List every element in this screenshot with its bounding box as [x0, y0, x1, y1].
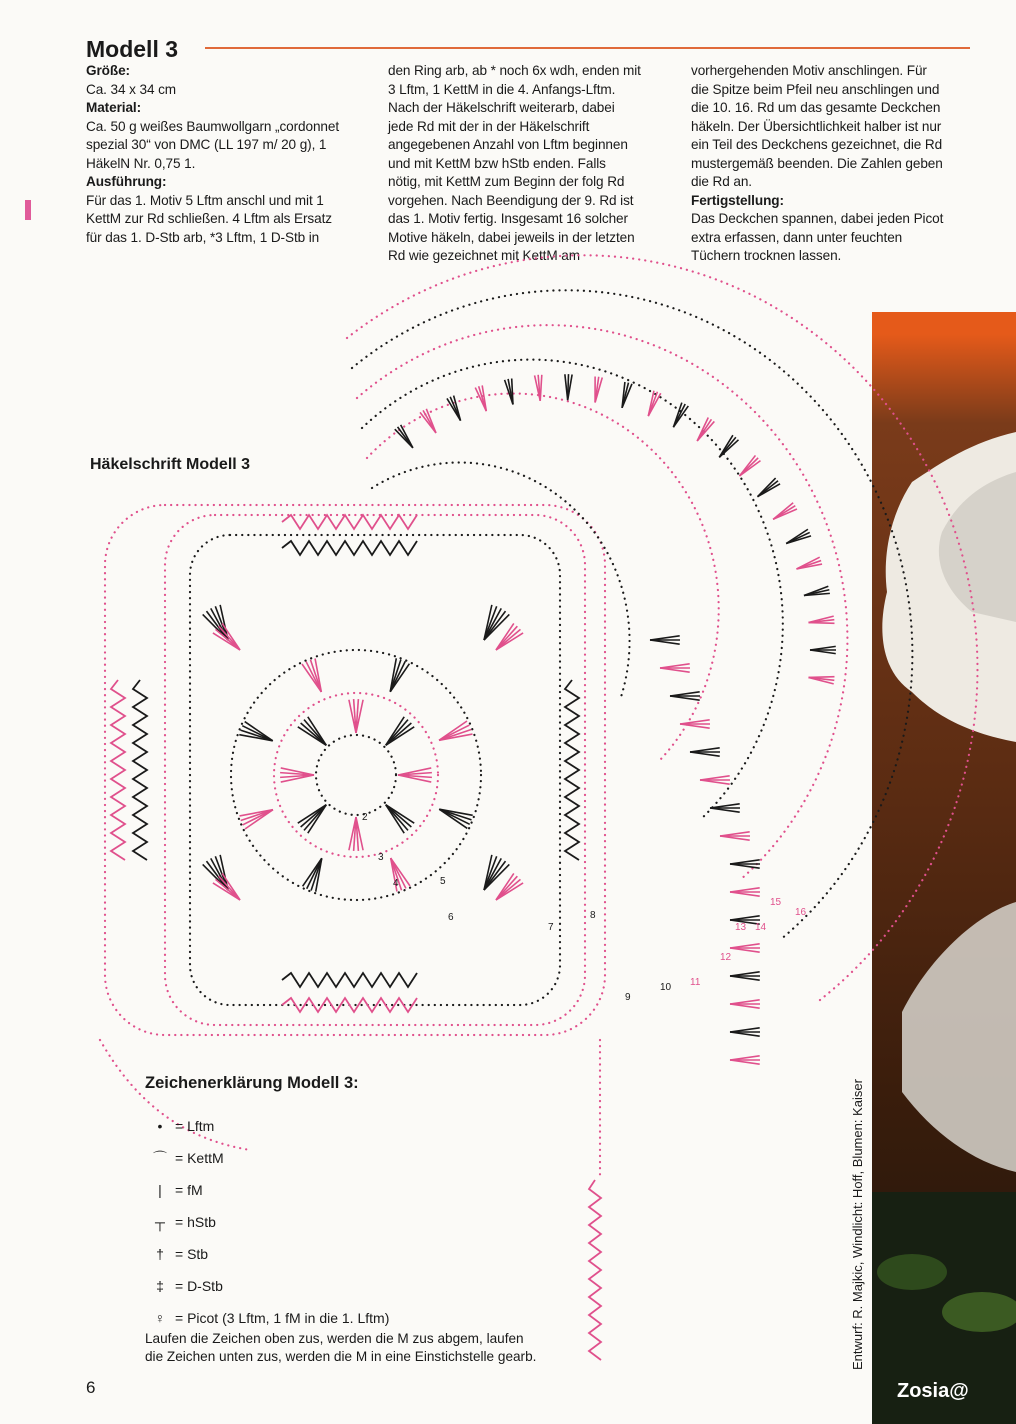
legend-label: = hStb [175, 1214, 216, 1230]
diagram-title: Häkelschrift Modell 3 [90, 456, 251, 473]
instruction-line: jede Rd mit der in der Häkelschrift [388, 118, 590, 134]
chain-round [316, 735, 396, 815]
chain-round [231, 650, 481, 900]
note-line: die Zeichen unten zus, werden die M in eine Einstichstelle gearb. [145, 1349, 537, 1364]
instruction-line: HäkelN Nr. 0,75 1. [86, 155, 196, 171]
instruction-line: für das 1. D-Stb arb, *3 Lftm, 1 D-Stb in [86, 229, 320, 245]
round-number-label: 2 [362, 812, 368, 823]
outer-round [357, 325, 847, 880]
instruction-line: extra erfassen, dann unter feuchten [691, 229, 903, 245]
legend-item [145, 1270, 389, 1302]
round-number-label: 15 [770, 897, 782, 908]
zigzag-stitches [282, 998, 417, 1012]
legend-label: = D-Stb [175, 1278, 223, 1294]
page-number: 6 [86, 1378, 96, 1397]
instruction-line: vorhergehenden Motiv anschlingen. Für [691, 63, 927, 78]
round-number-label: 4 [393, 878, 399, 889]
chain-round [105, 505, 605, 1035]
legend-label: = Picot (3 Lftm, 1 fM in die 1. Lftm) [175, 1310, 390, 1326]
round-number-label: 13 [735, 922, 747, 933]
watermark: Zosia@ [897, 1380, 969, 1402]
chain-round [165, 515, 585, 1025]
instruction-line: nötig, mit KettM zum Beginn der folg Rd [388, 174, 625, 189]
round-number-label: 7 [548, 922, 554, 933]
instruction-line: ein Teil des Deckchens gezeichnet, die Rd [691, 137, 943, 152]
instruction-line: Nach der Häkelschrift weiterarb, dabei [388, 100, 615, 115]
legend-item [145, 1110, 389, 1142]
round-number-label: 14 [755, 922, 767, 933]
photo-credit: Entwurf: R. Majkic, Windlicht: Hoff, Blumen: Kaiser [850, 1079, 865, 1370]
zigzag-stitches [282, 973, 417, 987]
section-heading: Größe: [86, 63, 130, 78]
legend-symbol: ♀ [154, 1310, 166, 1326]
instruction-line: vorgehen. Nach Beendigung der 9. Rd ist [388, 192, 634, 208]
chain-round [274, 693, 438, 857]
stitch-fan [673, 406, 688, 427]
legend-label: = Stb [175, 1246, 209, 1262]
legend-label: = fM [175, 1182, 203, 1198]
outer-round [367, 394, 719, 760]
legend-title: Zeichenerklärung Modell 3: [145, 1074, 359, 1092]
legend-symbol: ‡ [156, 1278, 164, 1294]
outer-round [347, 255, 977, 1000]
round-number-label: 16 [795, 907, 807, 918]
legend-symbol: ⌒ [153, 1150, 167, 1166]
zigzag-stitches [565, 680, 579, 860]
zigzag-stitches [589, 1180, 601, 1360]
legend-list [145, 1110, 389, 1334]
round-number-label: 8 [590, 910, 596, 921]
note-line: Laufen die Zeichen oben zus, werden die M zus abgem, laufen [145, 1331, 524, 1346]
zigzag-stitches [282, 541, 417, 555]
instruction-line: das 1. Motiv fertig. Insgesamt 16 solcher [388, 211, 628, 226]
instruction-line: KettM zur Rd schließen. 4 Lftm als Ersatz [86, 211, 332, 226]
instruction-line: Ca. 50 g weißes Baumwollgarn „cordonnet [86, 118, 340, 134]
legend-note [145, 1330, 575, 1366]
legend-symbol: • [157, 1118, 163, 1134]
instruction-line: die Spitze beim Pfeil neu anschlingen und [691, 81, 940, 97]
outer-round [372, 463, 630, 700]
instruction-line: spezial 30“ von DMC (LL 197 m/ 20 g), 1 [86, 137, 327, 152]
outer-round [352, 290, 912, 940]
instruction-line: mustergemäß beenden. Die Zahlen geben [691, 155, 943, 171]
instruction-line: Das Deckchen spannen, dabei jeden Picot [691, 211, 944, 226]
legend-item [145, 1206, 389, 1238]
round-number-label: 3 [378, 852, 384, 863]
zigzag-stitches [111, 680, 125, 860]
instruction-line: den Ring arb, ab * noch 6x wdh, enden mit [388, 63, 641, 78]
legend-label: = KettM [175, 1150, 224, 1166]
legend-item [145, 1238, 389, 1270]
stitch-fan [808, 623, 834, 624]
chain-round [190, 535, 560, 1005]
instruction-line: und mit KettM bzw hStb enden. Falls [388, 155, 606, 171]
zigzag-stitches [133, 680, 147, 860]
instruction-line: 3 Lftm, 1 KettM in die 4. Anfangs-Lftm. [388, 81, 616, 97]
legend-item [145, 1142, 389, 1174]
round-number-label: 10 [660, 982, 672, 993]
instruction-line: Ca. 34 x 34 cm [86, 81, 177, 97]
legend-symbol: † [156, 1246, 164, 1262]
section-heading: Fertigstellung: [691, 192, 784, 208]
round-number-label: 6 [448, 912, 454, 923]
legend-label: = Lftm [175, 1118, 215, 1134]
page-title: Modell 3 [86, 36, 179, 62]
instruction-line: die 10. 16. Rd um das gesamte Deckchen [691, 100, 941, 115]
section-heading: Ausführung: [86, 174, 167, 189]
instruction-line: die Rd an. [691, 174, 752, 189]
instruction-line: Motive häkeln, dabei jeweils in der letzten [388, 229, 635, 245]
instruction-line: häkeln. Der Übersichtlichkeit halber ist nur [691, 118, 942, 134]
instruction-line: Für das 1. Motiv 5 Lftm anschl und mit 1 [86, 192, 324, 208]
round-number-label: 5 [440, 876, 446, 887]
round-number-label: 9 [625, 992, 631, 1003]
stitch-fan [540, 375, 542, 401]
instruction-line: angegebenen Anzahl von Lftm beginnen [388, 137, 628, 152]
section-heading: Material: [86, 100, 142, 115]
legend-item [145, 1174, 389, 1206]
round-number-label: 11 [690, 977, 701, 988]
legend-symbol: ┬ [155, 1214, 165, 1230]
legend-symbol: | [158, 1182, 162, 1198]
outer-round [362, 360, 783, 820]
instruction-line: Rd wie gezeichnet mit KettM am [388, 248, 580, 263]
instruction-line: Tüchern trocknen lassen. [691, 248, 842, 263]
round-number-label: 12 [720, 952, 732, 963]
zigzag-stitches [282, 515, 417, 529]
